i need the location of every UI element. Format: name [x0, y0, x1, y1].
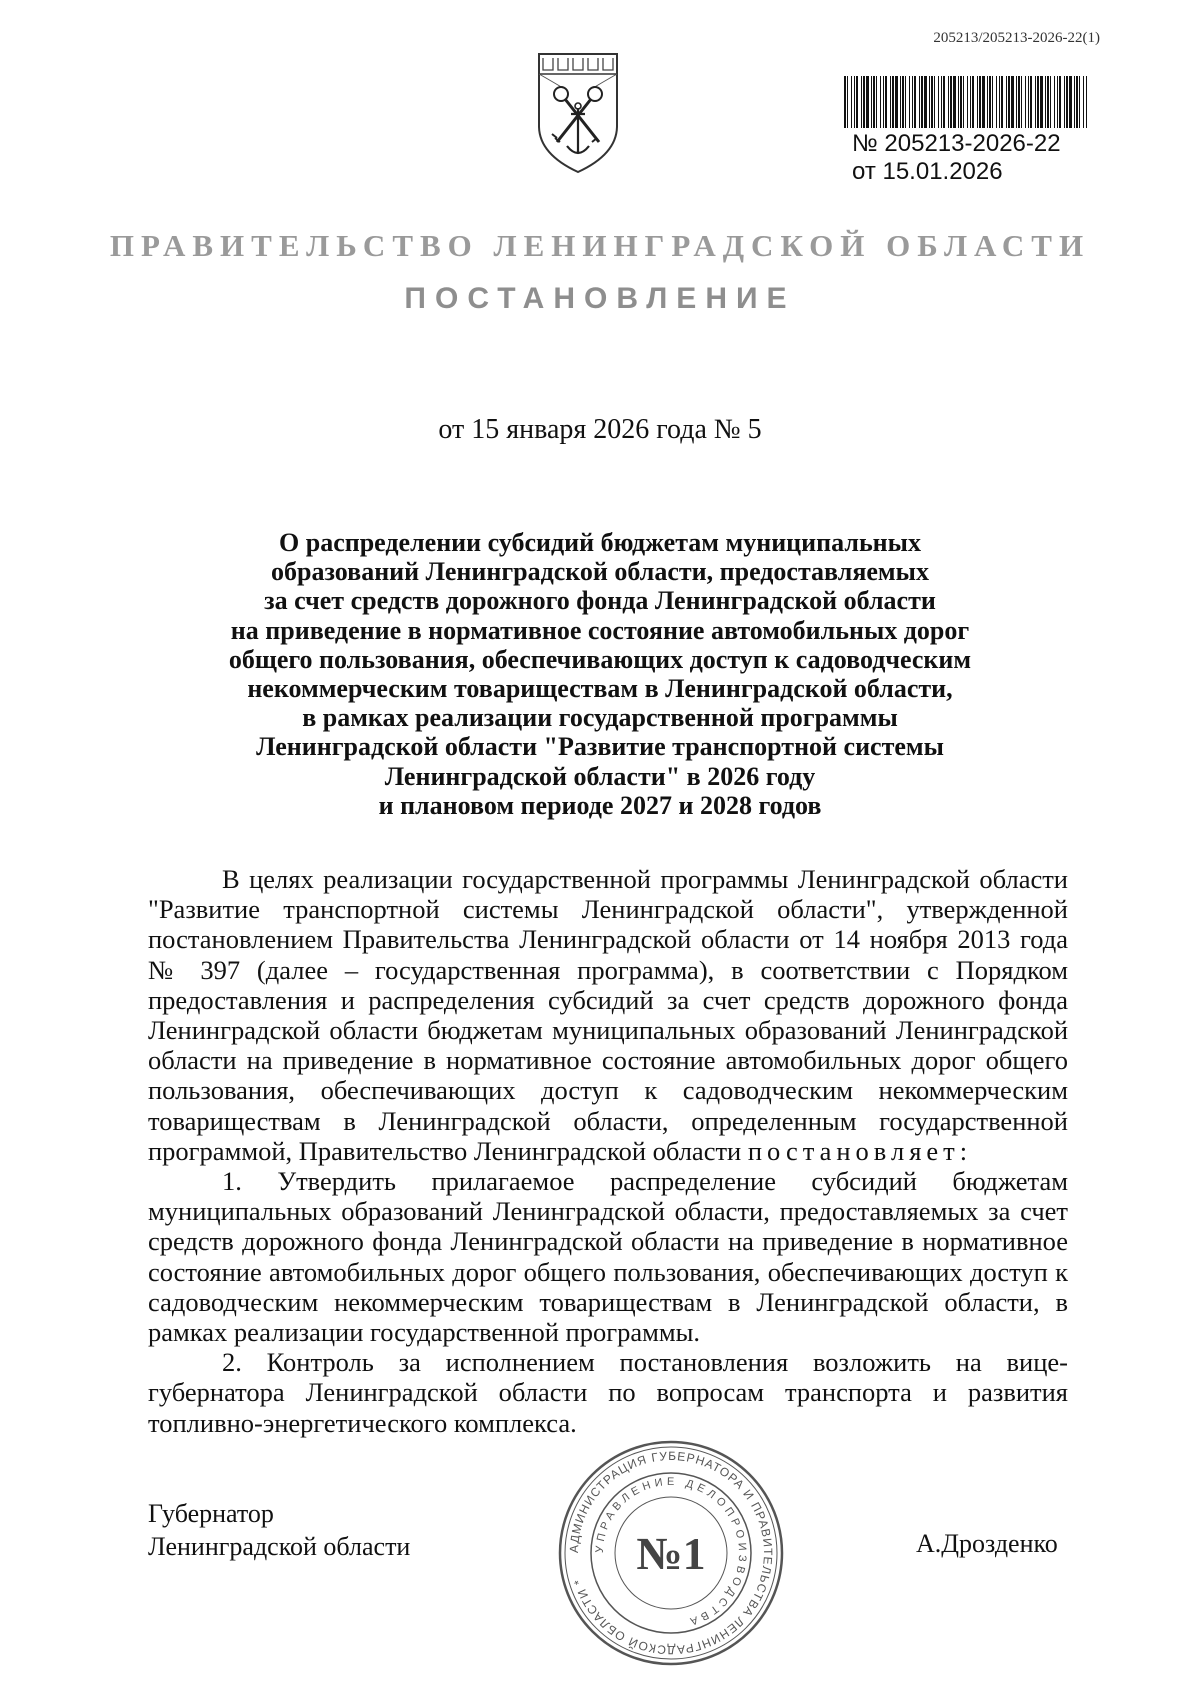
barcode-bar — [912, 76, 913, 128]
subject-line: некоммерческим товариществам в Ленинградской области, — [247, 674, 953, 704]
registration-number: № 205213-2026-22 — [852, 130, 1061, 157]
barcode-bar — [943, 76, 945, 128]
barcode-bar — [1066, 76, 1068, 128]
barcode-bar — [1006, 76, 1007, 128]
barcode-bar — [873, 76, 875, 128]
barcode-bar — [844, 76, 846, 128]
barcode-bar — [863, 76, 865, 128]
item-1-paragraph: 1. Утвердить прилагаемое распределение субсидий бюджетам муниципальных образований Ленинградской области, предоставляемых за счет средств дорожного фонда Ленинградской области на приведение в нормативное состояние автомобильных дорог общего пользования, обеспечивающих доступ к садоводческим некоммерческим товариществам в Ленинградской области, в рамках реализации государственной программы. — [148, 1166, 1068, 1348]
barcode-bar — [909, 76, 910, 128]
barcode-bar — [1040, 76, 1043, 128]
barcode-bar — [1045, 76, 1046, 128]
subject-line: на приведение в нормативное состояние автомобильных дорог — [230, 615, 970, 645]
signatory-position — [148, 1497, 410, 1563]
barcode-bar — [1037, 76, 1039, 128]
barcode-bar — [1076, 76, 1078, 128]
barcode-bar — [948, 76, 949, 128]
barcode-bar — [1047, 76, 1049, 128]
barcode-bar — [958, 76, 959, 128]
barcode-bar — [1083, 76, 1084, 128]
barcode-bar — [982, 76, 985, 128]
subject-line: Ленинградской области" в 2026 году — [384, 761, 816, 791]
barcode-bar — [934, 76, 935, 128]
barcode-bar — [847, 76, 848, 128]
preamble-text: В целях реализации государственной программы Ленинградской области "Развитие транспортной системы Ленинградской области", утвержденной постановлением Правительства Ленинградской области от 14 ноября 2013 года № 397 (далее – государственная программа), в соответствии с Порядком предоставления и распределения субсидий за счет средств дорожного фонда Ленинградской области бюджетам муниципальных образований Ленинградской области на приведение в нормативное состояние автомобильных дорог общего пользования, обеспечивающих доступ к садоводческим некоммерческим товариществам в Ленинградской области, определенным государственной программой, Правительство Ленинградской области — [148, 864, 1068, 1166]
barcode-bar — [900, 76, 901, 128]
barcode-bar — [1059, 76, 1061, 128]
barcode-bar — [1079, 76, 1080, 128]
decree-subject — [200, 528, 1000, 820]
barcode-bar — [1028, 76, 1029, 128]
official-stamp — [556, 1438, 786, 1668]
subject-line: образований Ленинградской области, предоставляемых — [271, 557, 929, 587]
barcode-bar — [914, 76, 916, 128]
barcode-bar — [963, 76, 964, 128]
barcode-bar — [1074, 76, 1075, 128]
barcode-bar — [1064, 76, 1065, 128]
barcode-bar — [880, 76, 881, 128]
barcode-bar — [890, 76, 891, 128]
barcode-bar — [885, 76, 887, 128]
barcode-bar — [866, 76, 869, 128]
stamp-inner-text: УПРАВЛЕНИЕ ДЕЛОПРОИЗВОДСТВА — [593, 1475, 749, 1629]
barcode-bar — [987, 76, 988, 128]
barcode-bar — [938, 76, 939, 128]
barcode-bar — [999, 76, 1000, 128]
registration-block — [852, 130, 1061, 186]
subject-line: О распределении субсидий бюджетам муниципальных — [279, 528, 921, 557]
position-line: Губернатор — [148, 1499, 274, 1528]
barcode-bar — [970, 76, 971, 128]
barcode-bar — [996, 76, 997, 128]
barcode-bar — [1016, 76, 1017, 128]
subject-line: Ленинградской области "Развитие транспортной системы — [256, 732, 944, 762]
item-2-paragraph: 2. Контроль за исполнением постановления возложить на вице-губернатора Ленинградской области по вопросам транспорта и развития топливно-энергетического комплекса. — [148, 1347, 1068, 1438]
signatory-name: А.Дрозденко — [916, 1529, 1058, 1558]
barcode-bar — [941, 76, 942, 128]
barcode-bar — [921, 76, 923, 128]
decree-date-number: от 15 января 2026 года № 5 — [438, 414, 762, 445]
barcode-bar — [989, 76, 991, 128]
decree-body — [148, 864, 1068, 1438]
barcode-bar — [972, 76, 974, 128]
coat-of-arms-icon — [533, 48, 623, 176]
government-title: ПРАВИТЕЛЬСТВО ЛЕНИНГРАДСКОЙ ОБЛАСТИ — [109, 228, 1091, 263]
barcode-bar — [929, 76, 930, 128]
barcode-bar — [876, 76, 877, 128]
barcode-bar — [977, 76, 978, 128]
stamp-number: №1 — [636, 1528, 706, 1579]
barcode-bar — [953, 76, 956, 128]
subject-line: за счет средств дорожного фонда Ленинградской области — [264, 586, 936, 616]
barcode-bar — [1011, 76, 1014, 128]
barcode-bar — [1086, 76, 1087, 128]
barcode-bar — [895, 76, 898, 128]
barcode-bar — [851, 76, 852, 128]
barcode-bar — [950, 76, 952, 128]
barcode-bar — [854, 76, 855, 128]
barcode-bar — [883, 76, 884, 128]
barcode-bar — [1018, 76, 1020, 128]
barcode — [842, 76, 1092, 128]
barcode-bar — [1054, 76, 1055, 128]
barcode-bar — [967, 76, 968, 128]
barcode-bar — [1069, 76, 1072, 128]
barcode-bar — [919, 76, 920, 128]
barcode-bar — [1025, 76, 1026, 128]
barcode-bar — [960, 76, 962, 128]
barcode-bar — [979, 76, 981, 128]
subject-line: общего пользования, обеспечивающих доступ к садоводческим — [228, 644, 972, 674]
stamp-outer-text: АДМИНИСТРАЦИЯ ГУБЕРНАТОРА И ПРАВИТЕЛЬСТВА ЛЕНИНГРАДСКОЙ ОБЛАСТИ * — [566, 1448, 776, 1658]
subject-line: в рамках реализации государственной программы — [302, 703, 898, 733]
preamble-paragraph — [148, 864, 1068, 1166]
document-type: ПОСТАНОВЛЕНИЕ — [404, 282, 796, 315]
barcode-bar — [902, 76, 904, 128]
decree-word: постановляет: — [747, 1135, 973, 1166]
document-reference: 205213/205213-2026-22(1) — [933, 30, 1100, 46]
barcode-bar — [1030, 76, 1032, 128]
barcode-bar — [892, 76, 894, 128]
barcode-bar — [992, 76, 993, 128]
barcode-bar — [1021, 76, 1022, 128]
barcode-bar — [1050, 76, 1051, 128]
barcode-bar — [871, 76, 872, 128]
registration-date: от 15.01.2026 — [852, 158, 1003, 185]
position-line: Ленинградской области — [148, 1532, 411, 1561]
barcode-bar — [905, 76, 906, 128]
barcode-bar — [1035, 76, 1036, 128]
barcode-bar — [1001, 76, 1003, 128]
barcode-bar — [924, 76, 927, 128]
barcode-bar — [1008, 76, 1010, 128]
barcode-bar — [931, 76, 933, 128]
barcode-bar — [856, 76, 858, 128]
subject-line: и плановом периоде 2027 и 2028 годов — [378, 790, 822, 820]
barcode-bar — [1057, 76, 1058, 128]
barcode-bar — [861, 76, 862, 128]
